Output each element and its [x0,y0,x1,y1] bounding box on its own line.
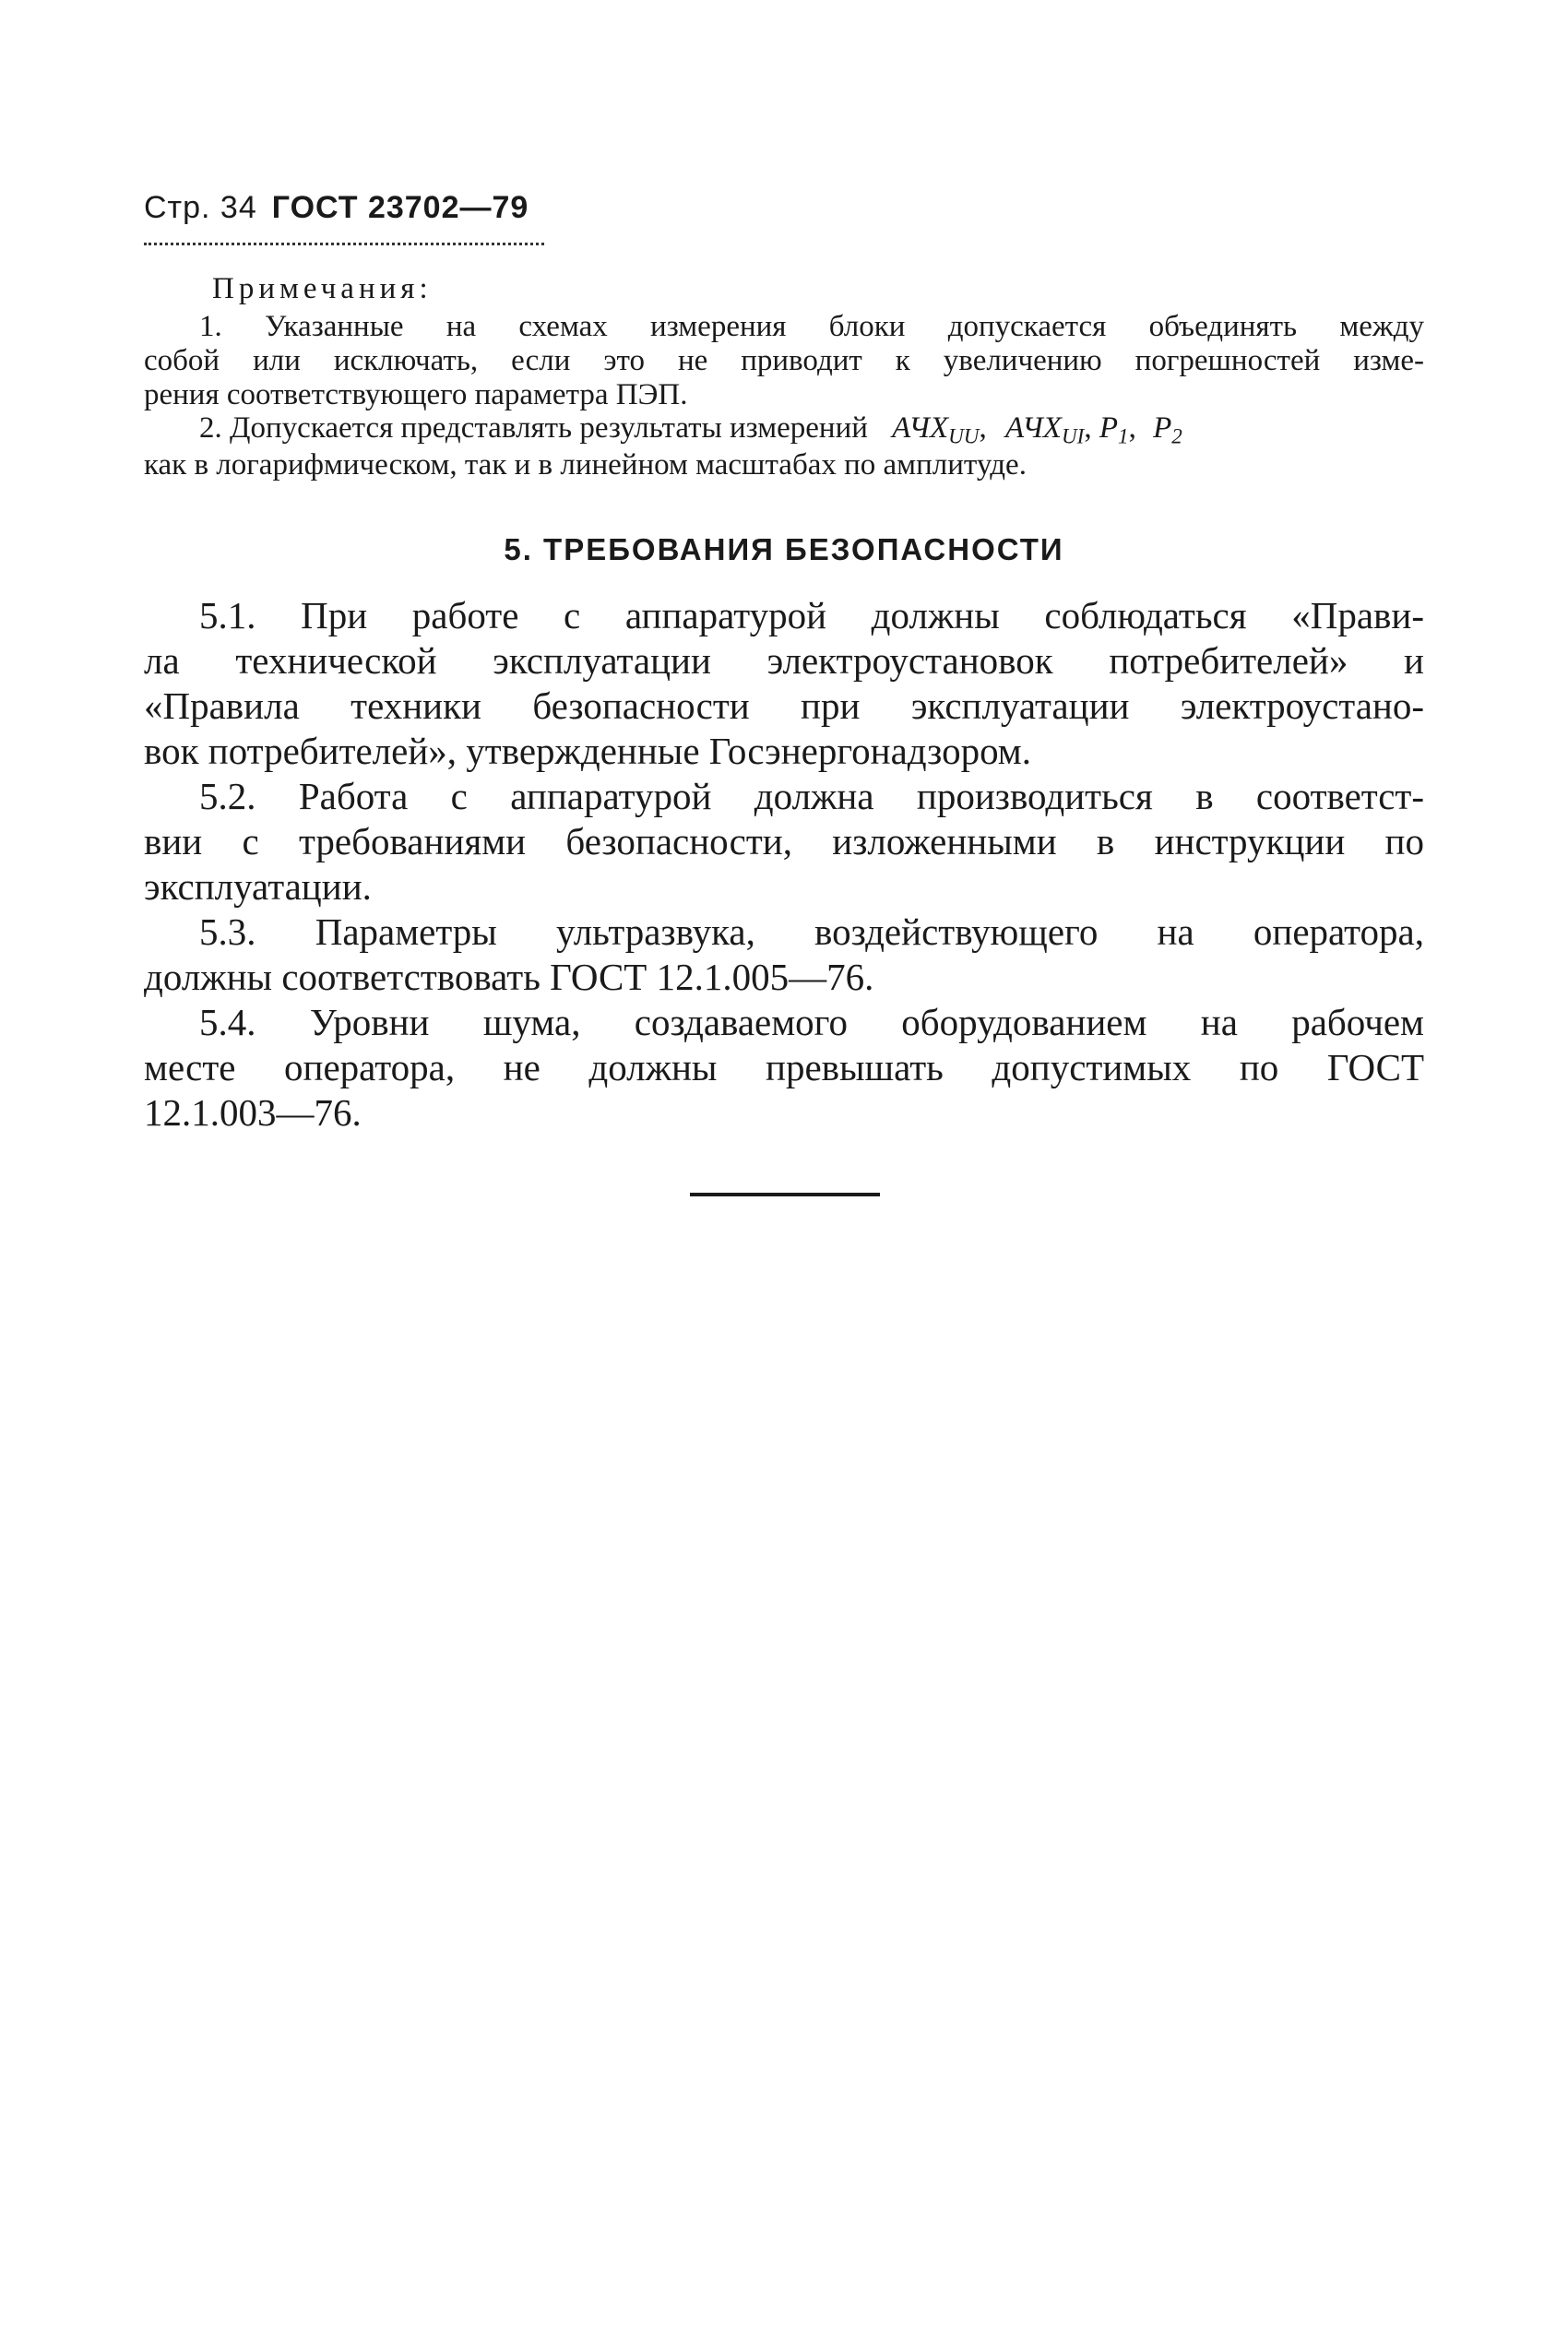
page-header [144,190,529,226]
para-5-3-line-1: 5.3. Параметры ультразвука, воздействующего на оператора, [199,910,1424,953]
note-1-line-3: рения соответствующего параметра ПЭП. [144,378,688,411]
para-5-2-line-3: эксплуатации. [144,865,372,908]
para-5-1-line-3: «Правила техники безопасности при эксплуатации электроустано- [144,684,1424,727]
note-2-line-2: как в логарифмическом, так и в линейном масштабах по амплитуде. [144,448,1027,482]
para-5-1-line-2: ла технической эксплуатации электроустановок потребителей» и [144,639,1424,682]
header-rule [144,243,544,245]
para-5-2-line-2: вии с требованиями безопасности, изложенными в инструкции по [144,820,1424,862]
note-1-line-1: 1. Указанные на схемах измерения блоки допускается объединять между [199,310,1424,343]
standard-number: ГОСТ 23702—79 [271,190,529,225]
p2-symbol: $P_2$ [1153,411,1182,448]
page-number: Стр. 34 [144,190,257,225]
note-1-line-2: собой или исключать, если это не приводит к увеличению погрешностей изме- [144,344,1424,377]
para-5-2-line-1: 5.2. Работа с аппаратурой должна производиться в соответст- [199,775,1424,817]
para-5-1-line-4: вок потребителей», утвержденные Госэнергонадзором. [144,730,1031,772]
afc-uu-symbol: $АЧХ_{UU}$ [892,411,980,448]
para-5-4-line-1: 5.4. Уровни шума, создаваемого оборудованием на рабочем [199,1001,1424,1043]
afc-ui-symbol: $АЧХ_{UI}$ [1004,411,1085,448]
note-2-line-1: 2. Допускается представлять результаты измерений $АЧХ_{UU}$, $АЧХ_{UI}$, $P_1$, $P_2$ [199,411,1182,448]
end-of-section-rule [690,1193,880,1196]
p1-symbol: $P_1$ [1099,411,1129,448]
para-5-4-line-3: 12.1.003—76. [144,1091,362,1134]
para-5-4-line-2: месте оператора, не должны превышать допустимых по ГОСТ [144,1046,1424,1088]
notes-title: Примечания: [212,272,433,305]
section-title: 5. ТРЕБОВАНИЯ БЕЗОПАСНОСТИ [504,532,1064,566]
para-5-3-line-2: должны соответствовать ГОСТ 12.1.005—76. [144,956,874,998]
para-5-1-line-1: 5.1. При работе с аппаратурой должны соблюдаться «Прави- [199,594,1424,636]
note-2-text: 2. Допускается представлять результаты измерений [199,411,868,445]
